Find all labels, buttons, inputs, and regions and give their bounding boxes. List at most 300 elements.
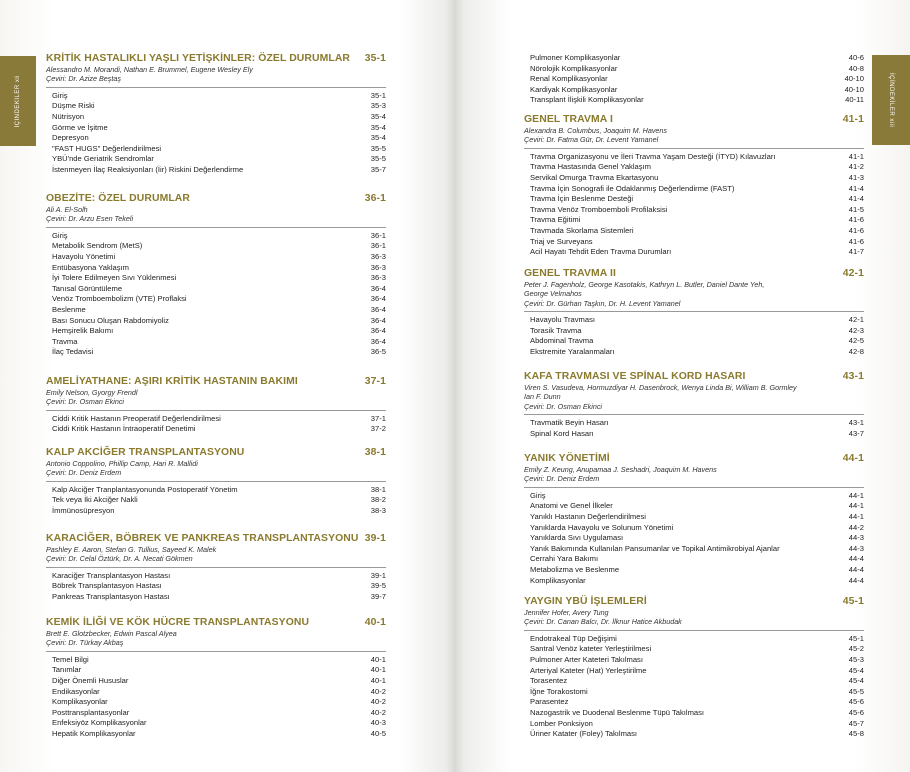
chapter-heading xyxy=(524,114,864,126)
chapter-authors: Peter J. Fagenholz, George Kasotakis, Kathryn L. Butler, Daniel Dante Yeh, xyxy=(524,280,765,289)
entry-page: 41-6 xyxy=(848,236,864,246)
chapter-page: 44-1 xyxy=(842,453,864,464)
chapter-authors: Ian F. Dunn xyxy=(524,392,561,402)
toc-entry xyxy=(530,565,864,576)
toc-entry xyxy=(530,64,864,75)
entry-page: 41-3 xyxy=(848,173,864,182)
chapter-heading xyxy=(46,617,386,629)
entry-title: Ciddi Kritik Hastanın Preoperatif Değerlendirilmesi xyxy=(52,413,221,423)
toc-entry xyxy=(52,112,386,123)
chapter-heading xyxy=(524,453,864,465)
chapter-heading xyxy=(46,376,386,388)
toc-entry xyxy=(52,581,386,592)
chapter-title: KALP AKCİĞER TRANSPLANTASYONU xyxy=(46,447,245,458)
entry-page: 38-2 xyxy=(370,495,386,505)
entry-title: Düşme Riski xyxy=(52,101,95,111)
entry-page: 42-1 xyxy=(848,315,864,325)
toc-entry xyxy=(52,424,386,435)
entry-title: Nörolojik Komplikasyonlar xyxy=(530,63,618,73)
entry-title: Giriş xyxy=(52,90,68,100)
entry-title: Entübasyona Yaklaşım xyxy=(52,262,129,272)
entry-page: 42-8 xyxy=(848,347,864,356)
toc-entry xyxy=(52,729,386,740)
toc-entry xyxy=(530,74,864,85)
chapter-block xyxy=(524,453,864,586)
toc-entry xyxy=(530,708,864,719)
entry-title: Karaciğer Transplantasyon Hastası xyxy=(52,570,171,580)
chapter-page: 40-1 xyxy=(364,617,386,628)
entry-page: 35-4 xyxy=(370,112,386,121)
divider xyxy=(524,630,864,631)
entry-title: Tek veya İki Akciğer Nakli xyxy=(52,495,138,505)
chapter-authors: Çeviri: Dr. Arzu Esen Tekeli xyxy=(46,214,134,224)
toc-entry xyxy=(530,687,864,698)
entry-page: 35-4 xyxy=(370,133,386,143)
entry-page: 40-11 xyxy=(845,95,864,105)
entry-page: 40-6 xyxy=(848,53,864,62)
entry-page: 36-3 xyxy=(370,273,386,283)
toc-entry xyxy=(52,165,386,176)
toc-entry xyxy=(530,554,864,565)
toc-entry xyxy=(52,252,386,263)
chapter-authors: Çeviri: Dr. Azize Beştaş xyxy=(46,74,121,84)
divider xyxy=(46,567,386,568)
toc-entry xyxy=(530,512,864,523)
entry-page: 36-4 xyxy=(370,304,386,314)
chapter-title: KARACİĞER, BÖBREK VE PANKREAS TRANSPLANTASYONU xyxy=(46,533,359,544)
entry-page: 45-7 xyxy=(848,718,864,728)
chapter-title: YAYGIN YBÜ İŞLEMLERİ xyxy=(524,596,647,607)
divider xyxy=(46,227,386,228)
entry-title: Lomber Ponksiyon xyxy=(530,718,593,728)
entry-page: 41-2 xyxy=(848,162,864,172)
toc-entry xyxy=(52,485,386,496)
chapter-entries xyxy=(52,231,386,358)
entry-title: Görme ve İşitme xyxy=(52,122,108,132)
entry-title: Giriş xyxy=(530,490,546,500)
entry-title: İğne Torakostomi xyxy=(530,686,588,696)
toc-entry xyxy=(530,523,864,534)
left-section-tab: İÇİNDEKİLER xii xyxy=(0,56,36,146)
toc-entry xyxy=(52,687,386,698)
toc-entry xyxy=(530,173,864,184)
toc-entry xyxy=(530,533,864,544)
entry-page: 38-3 xyxy=(370,506,386,515)
divider xyxy=(524,487,864,488)
entry-page: 41-5 xyxy=(848,204,864,214)
entry-page: 44-1 xyxy=(848,512,864,521)
entry-title: Diğer Önemli Hususlar xyxy=(52,676,129,685)
toc-entry xyxy=(52,655,386,666)
chapter-authors: Çeviri: Dr. Fatma Gür, Dr. Levent Yamanel xyxy=(524,135,659,145)
entry-title: Yanıklarda Havayolu ve Solunum Yönetimi xyxy=(530,522,674,532)
entry-page: 45-6 xyxy=(848,697,864,707)
entry-page: 35-4 xyxy=(370,122,386,132)
entry-title: Torasik Travma xyxy=(530,325,582,335)
entry-title: Böbrek Transplantasyon Hastası xyxy=(52,581,162,591)
left-page xyxy=(46,0,386,772)
entry-title: Posttransplantasyonlar xyxy=(52,707,130,717)
continued-entries xyxy=(524,53,864,106)
chapter-title: KEMİK İLİĞİ VE KÖK HÜCRE TRANSPLANTASYONU xyxy=(46,617,310,628)
entry-title: Tanısal Görüntüleme xyxy=(52,283,123,293)
chapter-page: 45-1 xyxy=(842,596,864,607)
chapter-heading xyxy=(46,447,386,459)
entry-page: 41-7 xyxy=(848,247,864,257)
chapter-block xyxy=(524,268,864,358)
toc-entry xyxy=(530,315,864,326)
entry-title: Yanıklı Hastanın Değerlendirilmesi xyxy=(530,512,646,521)
entry-page: 40-2 xyxy=(370,707,386,717)
toc-entry xyxy=(530,53,864,64)
toc-entry xyxy=(530,644,864,655)
divider xyxy=(524,311,864,312)
entry-page: 40-10 xyxy=(844,74,864,84)
chapter-entries xyxy=(530,315,864,357)
entry-page: 35-7 xyxy=(370,164,386,174)
entry-title: Ciddi Kritik Hastanın İntraoperatif Denetimi xyxy=(52,424,196,434)
toc-entry xyxy=(52,273,386,284)
chapter-heading xyxy=(46,193,386,205)
entry-page: 40-3 xyxy=(370,718,386,728)
chapter-block xyxy=(46,533,386,603)
toc-entry xyxy=(530,237,864,248)
entry-page: 36-4 xyxy=(370,326,386,336)
entry-title: Santral Venöz kateter Yerleştirilmesi xyxy=(530,644,652,654)
entry-page: 41-1 xyxy=(848,151,864,161)
chapter-title: AMELİYATHANE: AŞIRI KRİTİK HASTANIN BAKIMI xyxy=(46,376,298,387)
entry-page: 44-1 xyxy=(848,490,864,500)
entry-page: 36-3 xyxy=(370,252,386,261)
chapter-authors: George Velmahos xyxy=(524,289,582,299)
chapter-entries xyxy=(52,91,386,176)
toc-entry xyxy=(52,263,386,274)
entry-page: 44-4 xyxy=(848,564,864,574)
entry-title: Temel Bilgi xyxy=(52,654,89,664)
entry-page: 40-2 xyxy=(370,686,386,696)
entry-title: Travma Eğitimi xyxy=(530,215,581,225)
entry-page: 39-1 xyxy=(370,570,386,580)
entry-title: Hepatik Komplikasyonlar xyxy=(52,728,136,738)
toc-entry xyxy=(52,123,386,134)
entry-page: 45-3 xyxy=(848,655,864,664)
chapter-authors: Çeviri: Dr. Gürhan Taşkın, Dr. H. Levent Yamanel xyxy=(524,298,681,308)
entry-title: Pulmoner Arter Kateteri Takılması xyxy=(530,655,643,664)
entry-title: Giriş xyxy=(52,230,68,240)
toc-entry xyxy=(530,184,864,195)
chapter-entries xyxy=(530,53,864,106)
chapter-heading xyxy=(46,533,386,545)
chapter-page: 39-1 xyxy=(364,533,386,544)
toc-entry xyxy=(530,336,864,347)
chapter-entries xyxy=(52,414,386,435)
entry-title: Travma İçin Sonografi ile Odaklanmış Değerlendirme (FAST) xyxy=(530,183,735,193)
entry-page: 41-6 xyxy=(848,215,864,225)
chapter-block xyxy=(46,53,386,176)
divider xyxy=(46,481,386,482)
toc-entry xyxy=(530,429,864,440)
entry-page: 45-4 xyxy=(848,665,864,675)
entry-title: Enfeksiyöz Komplikasyonlar xyxy=(52,718,147,728)
entry-page: 45-2 xyxy=(848,644,864,654)
toc-entry xyxy=(530,676,864,687)
chapter-entries xyxy=(52,485,386,517)
toc-entry xyxy=(530,95,864,106)
entry-title: Travmada Skorlama Sistemleri xyxy=(530,225,634,235)
chapter-authors: Viren S. Vasudeva, Hormuzdiyar H. Dasenbrock, Wenya Linda Bi, William B. Gormley xyxy=(524,383,797,392)
chapter-page: 43-1 xyxy=(842,371,864,382)
toc-entry xyxy=(52,316,386,327)
entry-title: Metabolizma ve Beslenme xyxy=(530,564,620,574)
entry-title: Beslenme xyxy=(52,304,86,314)
toc-entry xyxy=(52,676,386,687)
chapter-title: KAFA TRAVMASI VE SPİNAL KORD HASARI xyxy=(524,371,746,382)
toc-entry xyxy=(52,133,386,144)
chapter-title: KRİTİK HASTALIKLI YAŞLI YETİŞKİNLER: ÖZEL DURUMLAR xyxy=(46,53,351,64)
chapter-entries xyxy=(530,634,864,740)
toc-entry xyxy=(52,241,386,252)
entry-page: 41-6 xyxy=(848,225,864,235)
entry-title: Triaj ve Surveyans xyxy=(530,236,593,246)
chapter-authors: Ali A. El-Solh xyxy=(46,205,88,214)
entry-title: Ekstremite Yaralanmaları xyxy=(530,347,615,356)
toc-entry xyxy=(52,665,386,676)
entry-page: 40-1 xyxy=(370,654,386,664)
right-section-tab: İÇİNDEKİLER xiii xyxy=(872,55,910,145)
entry-page: 44-3 xyxy=(848,533,864,543)
entry-page: 38-1 xyxy=(370,484,386,494)
entry-title: Komplikasyonlar xyxy=(530,575,586,585)
entry-page: 45-5 xyxy=(848,686,864,696)
chapter-heading xyxy=(46,53,386,65)
toc-entry xyxy=(530,491,864,502)
chapter-authors: Brett E. Glotzbecker, Edwin Pascal Alyea xyxy=(46,629,177,638)
toc-entry xyxy=(530,666,864,677)
toc-entry xyxy=(530,697,864,708)
entry-title: Acil Hayatı Tehdit Eden Travma Durumları xyxy=(530,247,672,257)
chapter-heading xyxy=(524,268,864,280)
entry-page: 40-1 xyxy=(370,676,386,685)
toc-entry xyxy=(530,326,864,337)
toc-entry xyxy=(52,495,386,506)
chapter-entries xyxy=(52,571,386,603)
chapter-title: GENEL TRAVMA II xyxy=(524,268,616,279)
entry-title: Hemşirelik Bakımı xyxy=(52,326,114,336)
entry-title: Havayolu Yönetimi xyxy=(52,252,116,261)
entry-page: 41-4 xyxy=(848,183,864,193)
toc-entry xyxy=(530,247,864,258)
chapter-authors: Çeviri: Dr. Canan Balcı, Dr. İlknur Hatice Akbudak xyxy=(524,617,682,627)
chapter-authors: Alexandra B. Columbus, Joaquim M. Havens xyxy=(524,126,668,135)
chapter-entries xyxy=(530,491,864,586)
toc-entry xyxy=(52,337,386,348)
chapter-authors: Çeviri: Dr. Deniz Erdem xyxy=(46,468,122,478)
entry-page: 40-5 xyxy=(370,728,386,738)
entry-title: İstenmeyen İlaç Reaksiyonları (İir) Riskini Değerlendirme xyxy=(52,164,244,174)
chapter-authors: Emily Z. Keung, Anupamaa J. Seshadri, Joaquim M. Havens xyxy=(524,465,717,474)
chapter-block xyxy=(524,114,864,258)
entry-page: 45-1 xyxy=(848,633,864,643)
entry-title: Pankreas Transplantasyon Hastası xyxy=(52,592,170,601)
chapter-page: 41-1 xyxy=(842,114,864,125)
entry-page: 40-1 xyxy=(370,665,386,675)
entry-page: 44-2 xyxy=(848,522,864,532)
entry-title: Endotrakeal Tüp Değişimi xyxy=(530,633,617,643)
entry-title: Yanık Bakımında Kullanılan Pansumanlar ve Topikal Antimikrobiyal Ajanlar xyxy=(530,543,780,553)
entry-page: 41-4 xyxy=(848,194,864,204)
entry-title: Travma xyxy=(52,336,78,346)
chapter-block xyxy=(524,371,864,439)
entry-page: 35-5 xyxy=(370,143,386,153)
chapter-entries xyxy=(52,655,386,740)
entry-page: 37-2 xyxy=(370,424,386,434)
toc-entry xyxy=(52,697,386,708)
chapter-entries xyxy=(530,418,864,439)
toc-entry xyxy=(530,226,864,237)
chapter-authors: Çeviri: Dr. Türkay Akbaş xyxy=(46,638,124,648)
entry-title: YBÜ'nde Geriatrik Sendromlar xyxy=(52,154,154,164)
entry-title: Yanıklarda Sıvı Uygulaması xyxy=(530,533,624,543)
entry-title: Travmatik Beyin Hasarı xyxy=(530,418,609,428)
entry-page: 36-1 xyxy=(370,230,386,240)
entry-page: 35-3 xyxy=(370,101,386,111)
entry-page: 40-8 xyxy=(848,63,864,73)
toc-entry xyxy=(52,91,386,102)
toc-entry xyxy=(52,414,386,425)
toc-entry xyxy=(52,718,386,729)
toc-entry xyxy=(530,634,864,645)
entry-title: Bası Sonucu Oluşan Rabdomiyoliz xyxy=(52,315,169,325)
entry-page: 36-4 xyxy=(370,336,386,346)
entry-title: Travma Organizasyonu ve İleri Travma Yaşam Desteği (İTYD) Kılavuzları xyxy=(530,151,776,161)
entry-title: Kardiyak Komplikasyonlar xyxy=(530,84,618,94)
entry-title: İmmünosüpresyon xyxy=(52,506,115,515)
entry-title: Renal Komplikasyonlar xyxy=(530,74,608,84)
toc-entry xyxy=(52,571,386,582)
divider xyxy=(524,414,864,415)
divider xyxy=(46,410,386,411)
entry-title: Travma Venöz Tromboemboli Profilaksisi xyxy=(530,204,668,214)
toc-entry xyxy=(52,144,386,155)
chapter-authors: Emily Nelson, Gyorgy Frendl xyxy=(46,388,138,397)
chapter-title: OBEZİTE: ÖZEL DURUMLAR xyxy=(46,193,191,204)
entry-title: Kalp Akciğer Tranplantasyonunda Postoperatif Yönetim xyxy=(52,484,238,494)
entry-page: 42-5 xyxy=(848,336,864,346)
entry-page: 35-5 xyxy=(370,154,386,164)
toc-entry xyxy=(530,719,864,730)
entry-page: 37-1 xyxy=(370,413,386,423)
toc-entry xyxy=(530,347,864,358)
entry-title: İlaç Tedavisi xyxy=(52,347,94,357)
chapter-title: YANIK YÖNETİMİ xyxy=(524,453,610,464)
chapter-authors: Jennifer Hofer, Avery Tung xyxy=(524,608,609,617)
entry-page: 36-4 xyxy=(370,315,386,325)
entry-page: 36-1 xyxy=(370,241,386,251)
entry-title: Nütrisyon xyxy=(52,112,85,121)
chapter-block xyxy=(46,617,386,740)
entry-title: Metabolik Sendrom (MetS) xyxy=(52,241,143,251)
toc-entry xyxy=(530,418,864,429)
entry-title: Arteriyal Kateter (Hat) Yerleştirilme xyxy=(530,665,647,675)
toc-entry xyxy=(52,305,386,316)
chapter-page: 38-1 xyxy=(364,447,386,458)
entry-page: 39-7 xyxy=(370,592,386,601)
toc-entry xyxy=(530,152,864,163)
toc-entry xyxy=(530,162,864,173)
entry-title: Parasentez xyxy=(530,697,569,707)
toc-entry xyxy=(530,655,864,666)
toc-entry xyxy=(530,576,864,587)
toc-entry xyxy=(52,506,386,517)
entry-title: Travma İçin Beslenme Desteği xyxy=(530,194,634,204)
entry-page: 35-1 xyxy=(370,90,386,100)
entry-page: 36-5 xyxy=(370,347,386,357)
entry-page: 44-1 xyxy=(848,501,864,511)
toc-entry xyxy=(530,85,864,96)
toc-entry xyxy=(52,294,386,305)
entry-page: 45-8 xyxy=(848,729,864,739)
entry-page: 40-10 xyxy=(844,84,864,94)
toc-entry xyxy=(530,215,864,226)
entry-page: 42-3 xyxy=(848,325,864,335)
entry-page: 44-4 xyxy=(848,554,864,564)
chapter-heading xyxy=(524,371,864,383)
chapter-heading xyxy=(524,596,864,608)
entry-title: Servikal Omurga Travma Ekartasyonu xyxy=(530,173,659,182)
entry-title: Tanımlar xyxy=(52,665,82,675)
chapter-authors: Alessandro M. Morandi, Nathan E. Brummel, Eugene Wesley Ely xyxy=(46,65,253,74)
entry-page: 45-6 xyxy=(848,707,864,717)
entry-title: Pulmoner Komplikasyonlar xyxy=(530,53,621,62)
divider xyxy=(524,148,864,149)
chapter-authors: Çeviri: Dr. Osman Ekinci xyxy=(46,397,125,407)
entry-page: 39-5 xyxy=(370,581,386,591)
entry-page: 43-7 xyxy=(848,428,864,438)
toc-entry xyxy=(530,194,864,205)
divider xyxy=(46,651,386,652)
entry-title: Torasentez xyxy=(530,676,568,686)
toc-entry xyxy=(52,708,386,719)
entry-title: Transplant İlişkili Komplikasyonlar xyxy=(530,95,644,105)
toc-entry xyxy=(52,326,386,337)
toc-entry xyxy=(52,284,386,295)
entry-title: Üriner Katater (Foley) Takılması xyxy=(530,729,638,739)
entry-title: İyi Tolere Edilmeyen Sıvı Yüklenmesi xyxy=(52,273,177,283)
entry-title: Endikasyonlar xyxy=(52,686,100,696)
chapter-authors: Çeviri: Dr. Celal Öztürk, Dr. A. Necati Gökmen xyxy=(46,554,193,564)
entry-page: 44-4 xyxy=(848,575,864,585)
chapter-page: 37-1 xyxy=(364,376,386,387)
chapter-block xyxy=(524,596,864,740)
entry-page: 40-2 xyxy=(370,697,386,707)
chapter-page: 36-1 xyxy=(364,193,386,204)
chapter-page: 35-1 xyxy=(364,53,386,64)
chapter-block xyxy=(46,193,386,358)
entry-title: "FAST HUGS" Değerlendirilmesi xyxy=(52,143,162,153)
divider xyxy=(46,87,386,88)
entry-page: 44-3 xyxy=(848,543,864,553)
toc-entry xyxy=(52,592,386,603)
entry-page: 36-4 xyxy=(370,294,386,304)
chapter-authors: Antonio Coppolino, Phillip Camp, Hari R. Mallidi xyxy=(46,459,198,468)
chapter-page: 42-1 xyxy=(842,268,864,279)
chapter-authors: Çeviri: Dr. Deniz Erdem xyxy=(524,474,600,484)
entry-page: 43-1 xyxy=(848,418,864,428)
toc-entry xyxy=(530,729,864,740)
toc-entry xyxy=(530,205,864,216)
entry-title: Komplikasyonlar xyxy=(52,697,108,707)
toc-entry xyxy=(52,347,386,358)
